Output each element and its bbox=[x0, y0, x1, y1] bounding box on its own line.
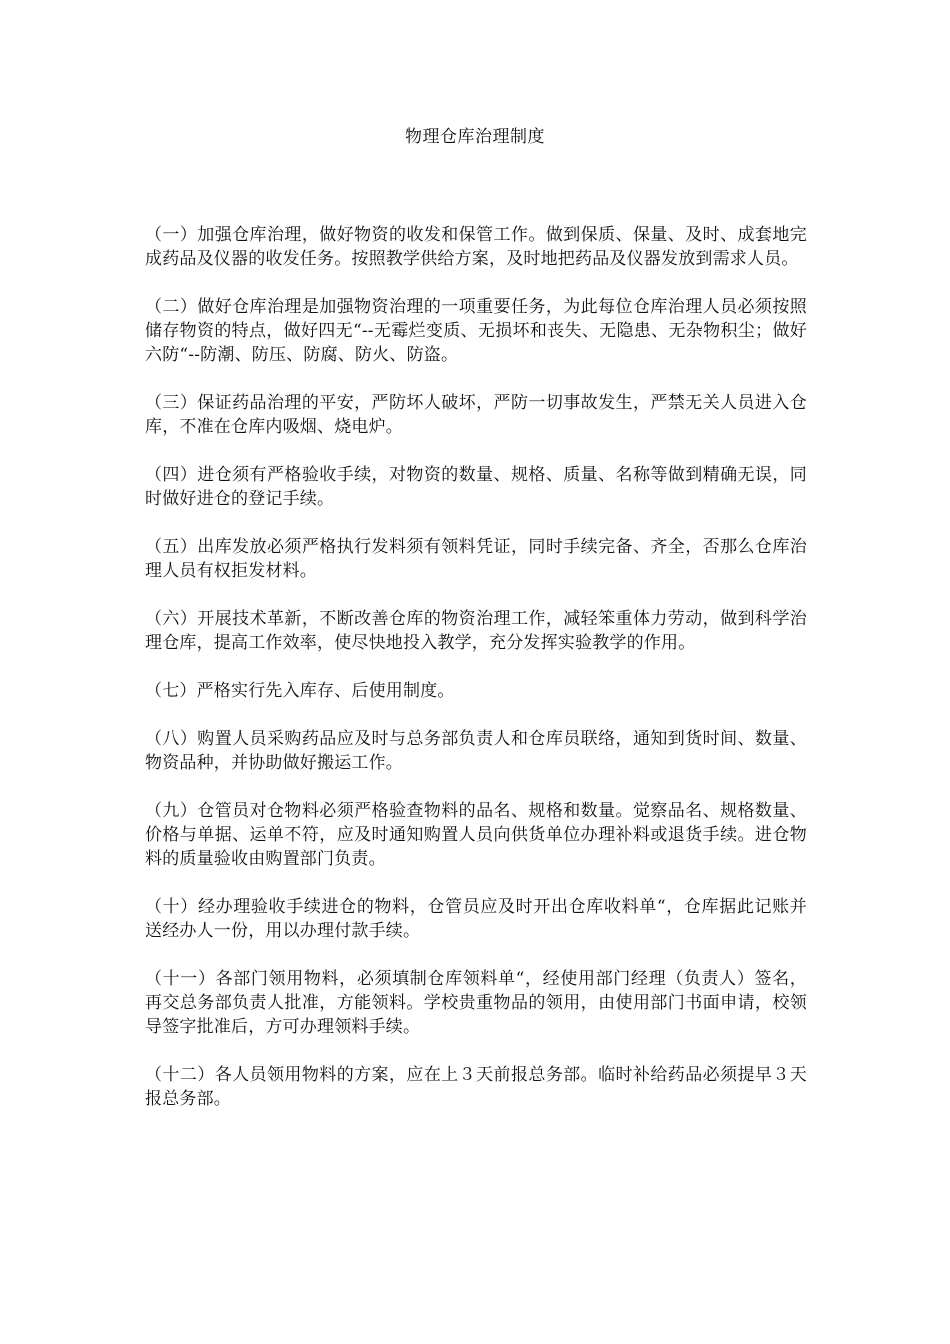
paragraph-12: （十二）各人员领用物料的方案，应在上３天前报总务部。临时补给药品必须提早３天报总务部。 bbox=[145, 1065, 807, 1109]
paragraph-3: （三）保证药品治理的平安，严防坏人破坏，严防一切事故发生，严禁无关人员进入仓库，不准在仓库内吸烟、烧电炉。 bbox=[145, 393, 807, 437]
paragraph-6: （六）开展技术革新，不断改善仓库的物资治理工作，减轻笨重体力劳动，做到科学治理仓库，提高工作效率，使尽快地投入教学，充分发挥实验教学的作用。 bbox=[145, 609, 807, 653]
paragraph-8: （八）购置人员采购药品应及时与总务部负责人和仓库员联络，通知到货时间、数量、物资品种，并协助做好搬运工作。 bbox=[145, 729, 807, 773]
paragraph-11: （十一）各部门领用物料，必须填制仓库领料单“，经使用部门经理（负责人）签名，再交总务部负责人批准，方能领料。学校贵重物品的领用，由使用部门书面申请，校领导签字批准后，方可办理领料手续。 bbox=[145, 969, 807, 1037]
paragraph-9: （九）仓管员对仓物料必须严格验查物料的品名、规格和数量。觉察品名、规格数量、价格与单据、运单不符，应及时通知购置人员向供货单位办理补料或退货手续。进仓物料的质量验收由购置部门负责。 bbox=[145, 801, 807, 869]
paragraph-5: （五）出库发放必须严格执行发料须有领料凭证，同时手续完备、齐全，否那么仓库治理人员有权拒发材料。 bbox=[145, 537, 807, 581]
paragraph-10: （十）经办理验收手续进仓的物料，仓管员应及时开出仓库收料单“，仓库据此记账并送经办人一份，用以办理付款手续。 bbox=[145, 897, 807, 941]
document-body bbox=[145, 223, 807, 1135]
paragraph-2: （二）做好仓库治理是加强物资治理的一项重要任务，为此每位仓库治理人员必须按照储存物资的特点，做好四无“--无霉烂变质、无损坏和丧失、无隐患、无杂物积尘；做好六防“--防潮、防压、防腐、防火、防盗。 bbox=[145, 297, 807, 365]
paragraph-7: （七）严格实行先入库存、后使用制度。 bbox=[145, 681, 455, 701]
document-title: 物理仓库治理制度 bbox=[405, 127, 545, 147]
paragraph-4: （四）进仓须有严格验收手续，对物资的数量、规格、质量、名称等做到精确无误，同时做好进仓的登记手续。 bbox=[145, 465, 807, 509]
paragraph-1: （一）加强仓库治理，做好物资的收发和保管工作。做到保质、保量、及时、成套地完成药品及仪器的收发任务。按照教学供给方案，及时地把药品及仪器发放到需求人员。 bbox=[145, 225, 807, 269]
